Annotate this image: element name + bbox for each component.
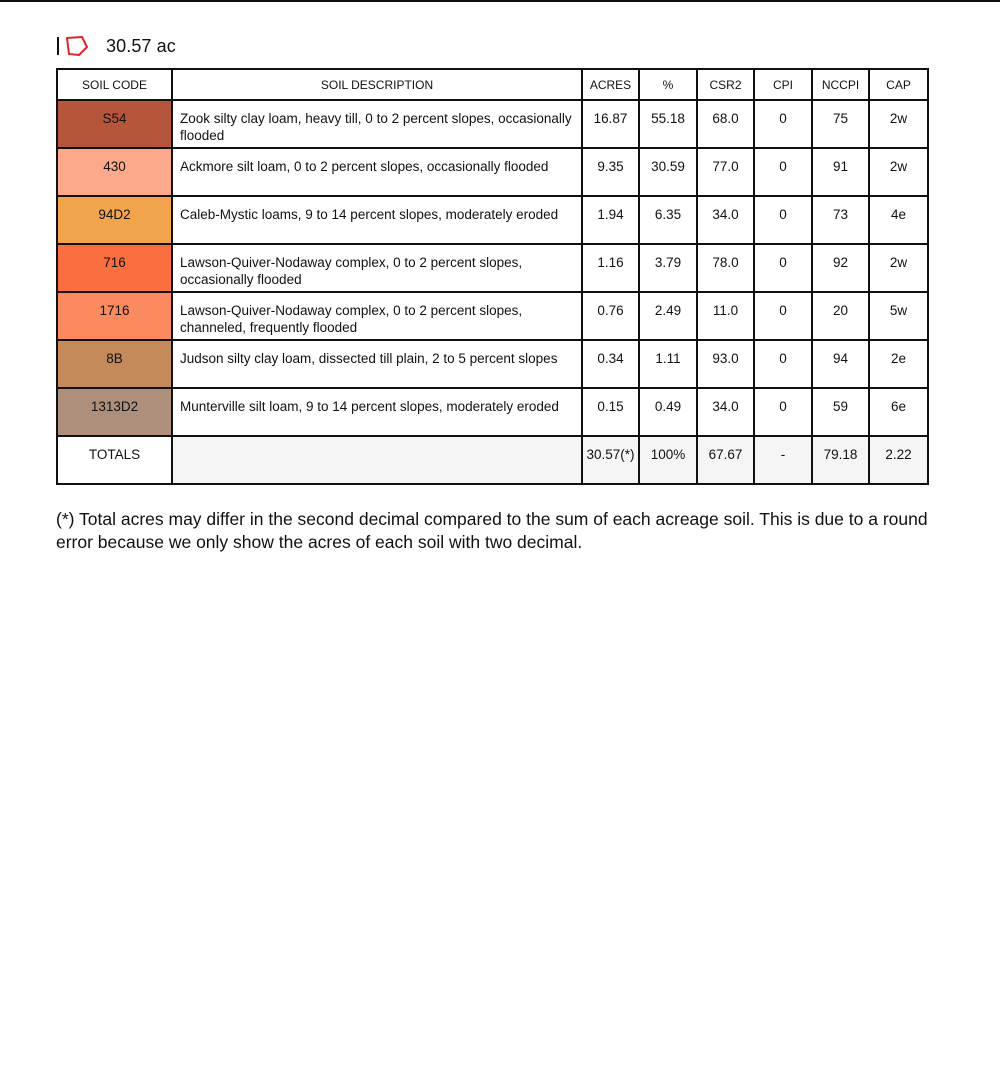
area-header xyxy=(57,33,176,59)
header-cpi: CPI xyxy=(754,69,812,100)
table-row xyxy=(57,100,928,148)
acres-cell: 1.16 xyxy=(582,244,639,292)
cpi-cell: 0 xyxy=(754,148,812,196)
header-soil-code: SOIL CODE xyxy=(57,69,172,100)
totals-row xyxy=(57,436,928,484)
percent-cell: 30.59 xyxy=(639,148,697,196)
soil-code-cell: 716 xyxy=(57,244,172,292)
totals-percent: 100% xyxy=(639,436,697,484)
nccpi-cell: 94 xyxy=(812,340,869,388)
totals-cpi: - xyxy=(754,436,812,484)
cap-cell: 2w xyxy=(869,244,928,292)
cursor-bar xyxy=(57,37,59,55)
table-row xyxy=(57,148,928,196)
soil-code-cell: 8B xyxy=(57,340,172,388)
cap-cell: 6e xyxy=(869,388,928,436)
header-acres: ACRES xyxy=(582,69,639,100)
acres-cell: 16.87 xyxy=(582,100,639,148)
soil-code-cell: 1716 xyxy=(57,292,172,340)
nccpi-cell: 75 xyxy=(812,100,869,148)
soil-table xyxy=(56,68,929,485)
cap-cell: 2w xyxy=(869,100,928,148)
soil-description-cell: Caleb-Mystic loams, 9 to 14 percent slopes, moderately eroded xyxy=(172,196,582,244)
nccpi-cell: 92 xyxy=(812,244,869,292)
polygon-boundary-icon xyxy=(63,35,89,57)
csr2-cell: 77.0 xyxy=(697,148,754,196)
totals-description xyxy=(172,436,582,484)
header-soil-description: SOIL DESCRIPTION xyxy=(172,69,582,100)
percent-cell: 0.49 xyxy=(639,388,697,436)
header-percent: % xyxy=(639,69,697,100)
csr2-cell: 93.0 xyxy=(697,340,754,388)
soil-code-cell: S54 xyxy=(57,100,172,148)
csr2-cell: 78.0 xyxy=(697,244,754,292)
percent-cell: 6.35 xyxy=(639,196,697,244)
csr2-cell: 34.0 xyxy=(697,196,754,244)
csr2-cell: 34.0 xyxy=(697,388,754,436)
cap-cell: 2e xyxy=(869,340,928,388)
cap-cell: 2w xyxy=(869,148,928,196)
percent-cell: 3.79 xyxy=(639,244,697,292)
table-row xyxy=(57,292,928,340)
soil-description-cell: Lawson-Quiver-Nodaway complex, 0 to 2 percent slopes, occasionally flooded xyxy=(172,244,582,292)
table-row xyxy=(57,196,928,244)
soil-description-cell: Lawson-Quiver-Nodaway complex, 0 to 2 percent slopes, channeled, frequently flooded xyxy=(172,292,582,340)
cpi-cell: 0 xyxy=(754,340,812,388)
nccpi-cell: 59 xyxy=(812,388,869,436)
totals-nccpi: 79.18 xyxy=(812,436,869,484)
percent-cell: 1.11 xyxy=(639,340,697,388)
acres-cell: 0.34 xyxy=(582,340,639,388)
cpi-cell: 0 xyxy=(754,244,812,292)
header-nccpi: NCCPI xyxy=(812,69,869,100)
rounding-footnote: (*) Total acres may differ in the second decimal compared to the sum of each acreage soil. This is due to a round error because we only show the acres of each soil with two decimal. xyxy=(56,509,928,552)
totals-acres: 30.57(*) xyxy=(582,436,639,484)
table-header-row xyxy=(57,69,928,100)
nccpi-cell: 91 xyxy=(812,148,869,196)
acres-cell: 0.76 xyxy=(582,292,639,340)
cpi-cell: 0 xyxy=(754,292,812,340)
table-row xyxy=(57,340,928,388)
acres-cell: 0.15 xyxy=(582,388,639,436)
cpi-cell: 0 xyxy=(754,100,812,148)
top-rule xyxy=(0,0,1000,2)
csr2-cell: 68.0 xyxy=(697,100,754,148)
soil-description-cell: Ackmore silt loam, 0 to 2 percent slopes, occasionally flooded xyxy=(172,148,582,196)
cpi-cell: 0 xyxy=(754,388,812,436)
table-row xyxy=(57,244,928,292)
nccpi-cell: 73 xyxy=(812,196,869,244)
nccpi-cell: 20 xyxy=(812,292,869,340)
table-row xyxy=(57,388,928,436)
soil-code-cell: 94D2 xyxy=(57,196,172,244)
header-csr2: CSR2 xyxy=(697,69,754,100)
cap-cell: 5w xyxy=(869,292,928,340)
percent-cell: 55.18 xyxy=(639,100,697,148)
acres-cell: 1.94 xyxy=(582,196,639,244)
soil-description-cell: Munterville silt loam, 9 to 14 percent slopes, moderately eroded xyxy=(172,388,582,436)
total-area-value: 30.57 ac xyxy=(106,35,176,56)
soil-description-cell: Zook silty clay loam, heavy till, 0 to 2 percent slopes, occasionally flooded xyxy=(172,100,582,148)
soil-code-cell: 1313D2 xyxy=(57,388,172,436)
acres-cell: 9.35 xyxy=(582,148,639,196)
csr2-cell: 11.0 xyxy=(697,292,754,340)
totals-cap: 2.22 xyxy=(869,436,928,484)
totals-label: TOTALS xyxy=(57,436,172,484)
cpi-cell: 0 xyxy=(754,196,812,244)
percent-cell: 2.49 xyxy=(639,292,697,340)
soil-description-cell: Judson silty clay loam, dissected till plain, 2 to 5 percent slopes xyxy=(172,340,582,388)
soil-code-cell: 430 xyxy=(57,148,172,196)
totals-csr2: 67.67 xyxy=(697,436,754,484)
header-cap: CAP xyxy=(869,69,928,100)
cap-cell: 4e xyxy=(869,196,928,244)
